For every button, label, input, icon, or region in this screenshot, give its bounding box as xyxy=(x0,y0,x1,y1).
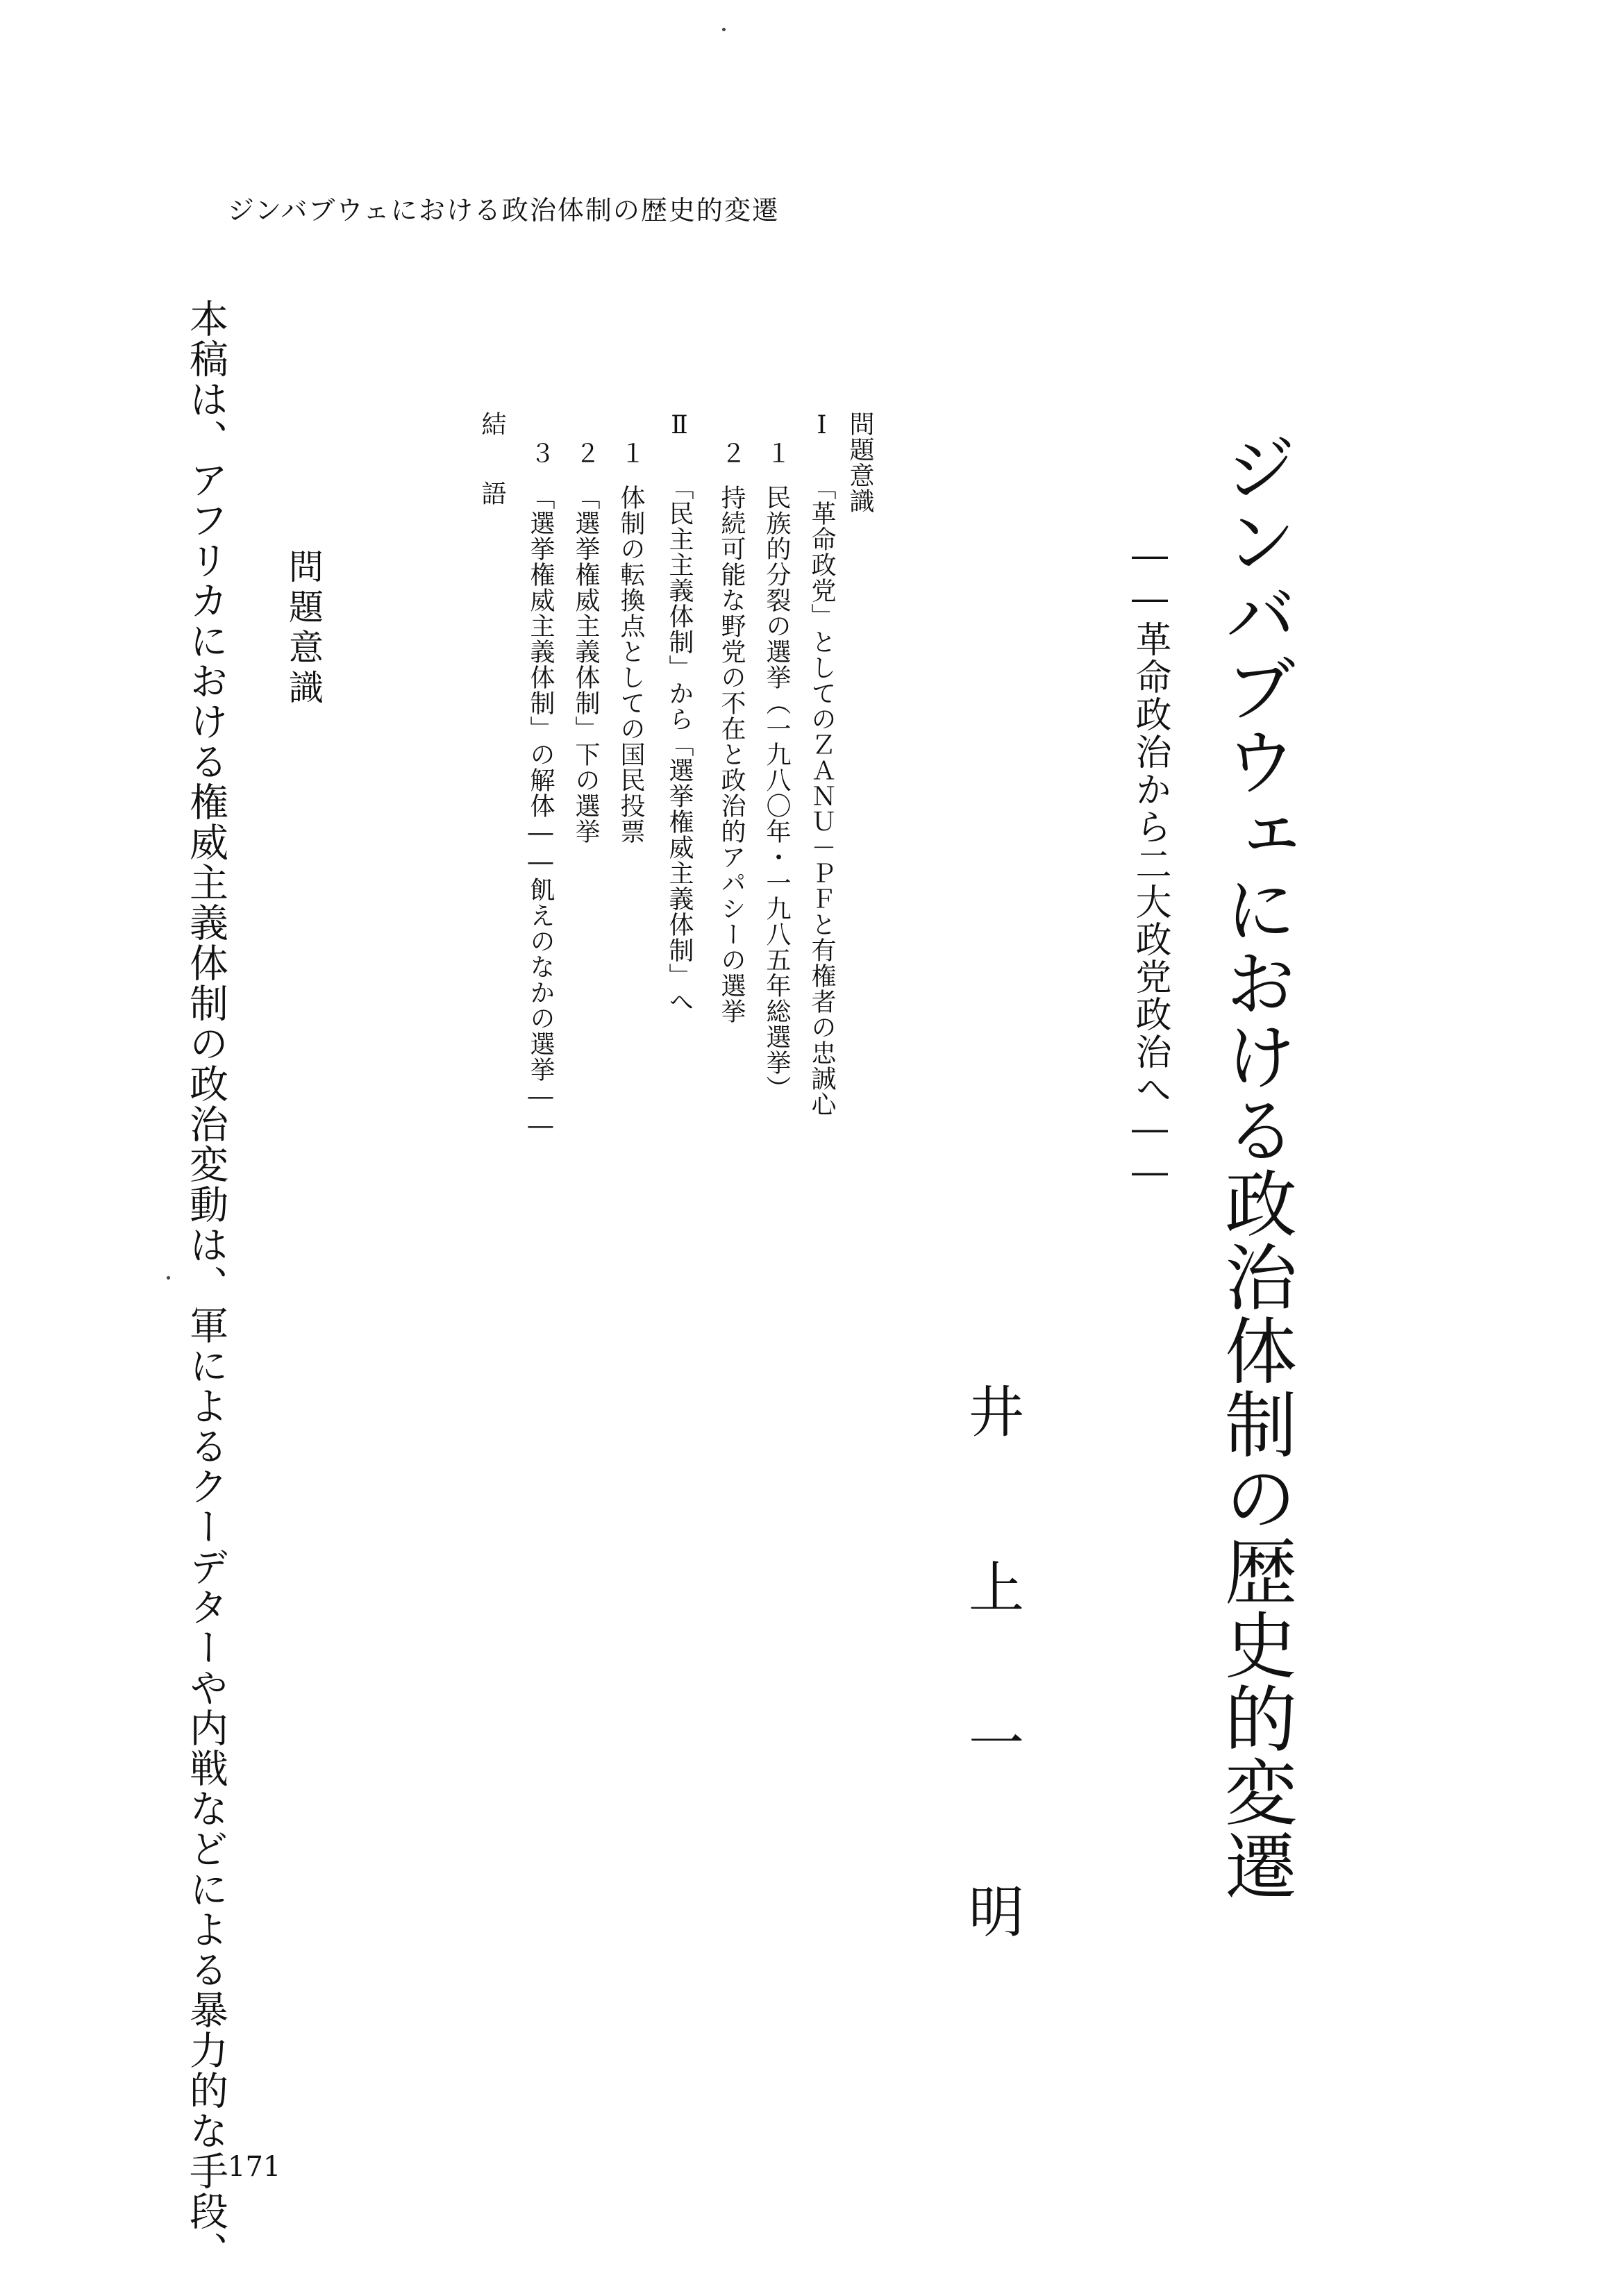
toc-section-1-2-number: ２ xyxy=(717,440,746,465)
toc-conclusion: 結 語 xyxy=(478,411,506,515)
author-char: 井 xyxy=(969,1380,1024,1445)
toc-section-2-3-number: ３ xyxy=(526,440,555,465)
toc-section-1-1-title: 民族的分裂の選挙（一九八〇年・一九八五年総選挙） xyxy=(762,485,791,1101)
toc-section-1-2-title: 持続可能な野党の不在と政治的アパシーの選挙 xyxy=(717,485,746,1024)
toc-section-2-3-title: 「選挙権威主義体制」の解体――飢えのなかの選挙―― xyxy=(526,485,555,1141)
toc-section-1-1-number: １ xyxy=(762,440,791,465)
toc-chapter-2-number: Ⅱ xyxy=(665,411,694,439)
page-number: 171 xyxy=(228,2151,281,2183)
article-subtitle: ――革命政治から二大政党政治へ―― xyxy=(1129,535,1171,1194)
author-char: 明 xyxy=(969,1880,1024,1945)
toc-chapter-1-number: Ⅰ xyxy=(808,411,836,439)
toc-section-2-1-title: 体制の転換点としての国民投票 xyxy=(617,485,645,844)
toc-section-2-2-title: 「選挙権威主義体制」下の選挙 xyxy=(571,485,600,844)
section-heading: 問題意識 xyxy=(283,548,324,710)
toc-chapter-2-title: 「民主主義体制」から「選挙権威主義体制」へ xyxy=(665,475,694,1014)
toc-chapter-1-title: 「革命政党」としてのＺＡＮＵ－ＰＦと有権者の忠誠心 xyxy=(808,475,836,1117)
author-char: 一 xyxy=(969,1711,1024,1776)
scan-speck xyxy=(167,1276,170,1280)
scan-speck xyxy=(722,28,726,31)
body-paragraph: 本稿は、アフリカにおける権威主義体制の政治変動は、軍によるクーデターや内戦などによる暴力的な手段、 xyxy=(183,299,228,2272)
running-head: ジンバブウェにおける政治体制の歴史的変遷 xyxy=(228,195,780,226)
article-title: ジンバブウェにおける政治体制の歴史的変遷 xyxy=(1212,430,1297,1902)
author-char: 上 xyxy=(969,1556,1024,1620)
toc-section-2-1-number: １ xyxy=(617,440,645,465)
toc-section-2-2-number: ２ xyxy=(571,440,600,465)
toc-intro: 問題意識 xyxy=(846,411,874,514)
